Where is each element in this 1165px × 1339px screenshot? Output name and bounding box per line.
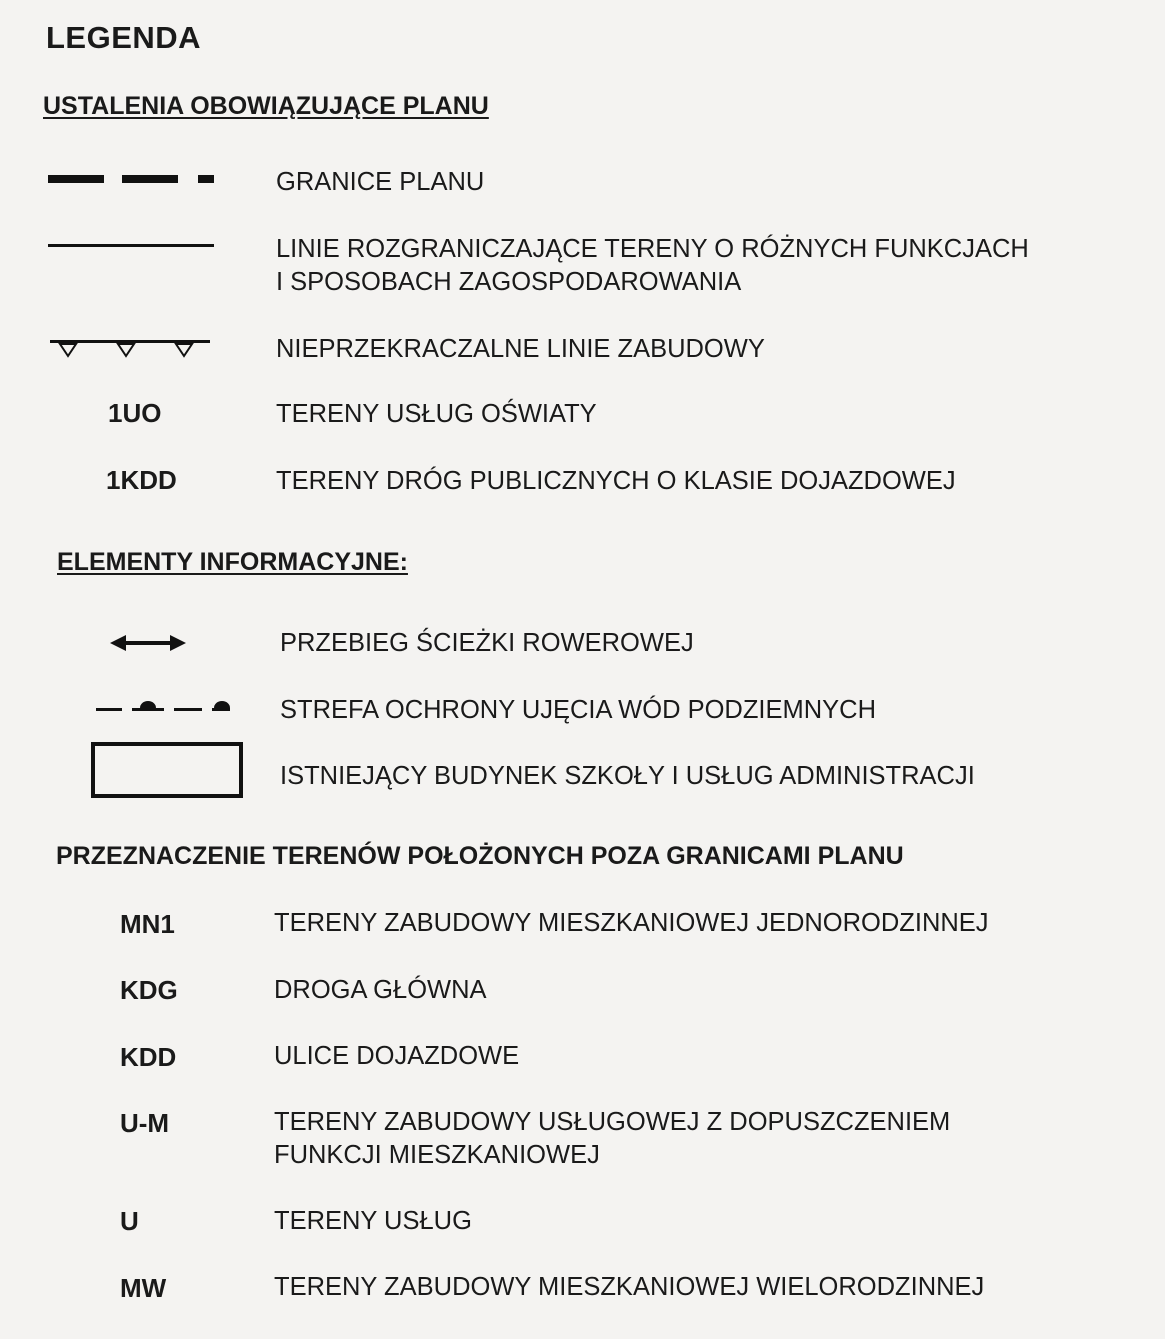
section-binding-heading: USTALENIA OBOWIĄZUJĄCE PLANU	[43, 92, 489, 120]
legend-label-line2: FUNKCJI MIESZKANIOWEJ	[274, 1141, 600, 1169]
legend-label: GRANICE PLANU	[276, 168, 485, 196]
protection-zone-line-icon	[96, 696, 236, 716]
building-line-triangles-icon	[50, 338, 215, 364]
legend-label: TERENY USŁUG	[274, 1207, 472, 1235]
legend-label: ULICE DOJAZDOWE	[274, 1042, 520, 1070]
legend-label: TERENY ZABUDOWY MIESZKANIOWEJ JEDNORODZINNEJ	[274, 909, 989, 937]
legend-label: DROGA GŁÓWNA	[274, 976, 487, 1004]
legend-label-line1: LINIE ROZGRANICZAJĄCE TERENY O RÓŻNYCH FUNKCJACH	[276, 235, 1029, 263]
section-info-heading: ELEMENTY INFORMACYJNE:	[57, 548, 408, 576]
rectangle-outline-icon	[91, 742, 245, 800]
legend-label: ISTNIEJĄCY BUDYNEK SZKOŁY I USŁUG ADMINISTRACJI	[280, 762, 975, 790]
zone-code: 1KDD	[106, 465, 177, 495]
legend-label: TERENY USŁUG OŚWIATY	[276, 400, 597, 428]
zone-code: U	[120, 1206, 139, 1236]
legend-label-line2: I SPOSOBACH ZAGOSPODAROWANIA	[276, 268, 742, 296]
section-outside-heading: PRZEZNACZENIE TERENÓW POŁOŻONYCH POZA GRANICAMI PLANU	[56, 842, 904, 870]
legend-label: TERENY DRÓG PUBLICZNYCH O KLASIE DOJAZDOWEJ	[276, 467, 956, 495]
dashed-thick-line-icon	[48, 172, 218, 186]
zone-code: U-M	[120, 1108, 170, 1138]
solid-line-icon	[48, 242, 218, 250]
legend-title: LEGENDA	[46, 20, 202, 55]
zone-code: KDD	[120, 1042, 177, 1072]
zone-code: MW	[120, 1273, 167, 1303]
legend-label: PRZEBIEG ŚCIEŻKI ROWEROWEJ	[280, 629, 694, 657]
double-arrow-icon	[110, 632, 186, 654]
zone-code: MN1	[120, 909, 175, 939]
zone-code: 1UO	[108, 398, 162, 428]
legend-label-line1: TERENY ZABUDOWY USŁUGOWEJ Z DOPUSZCZENIEM	[274, 1108, 951, 1136]
legend-label: NIEPRZEKRACZALNE LINIE ZABUDOWY	[276, 335, 765, 363]
zone-code: KDG	[120, 975, 178, 1005]
legend-label: STREFA OCHRONY UJĘCIA WÓD PODZIEMNYCH	[280, 696, 877, 724]
legend-label: TERENY ZABUDOWY MIESZKANIOWEJ WIELORODZINNEJ	[274, 1273, 985, 1301]
